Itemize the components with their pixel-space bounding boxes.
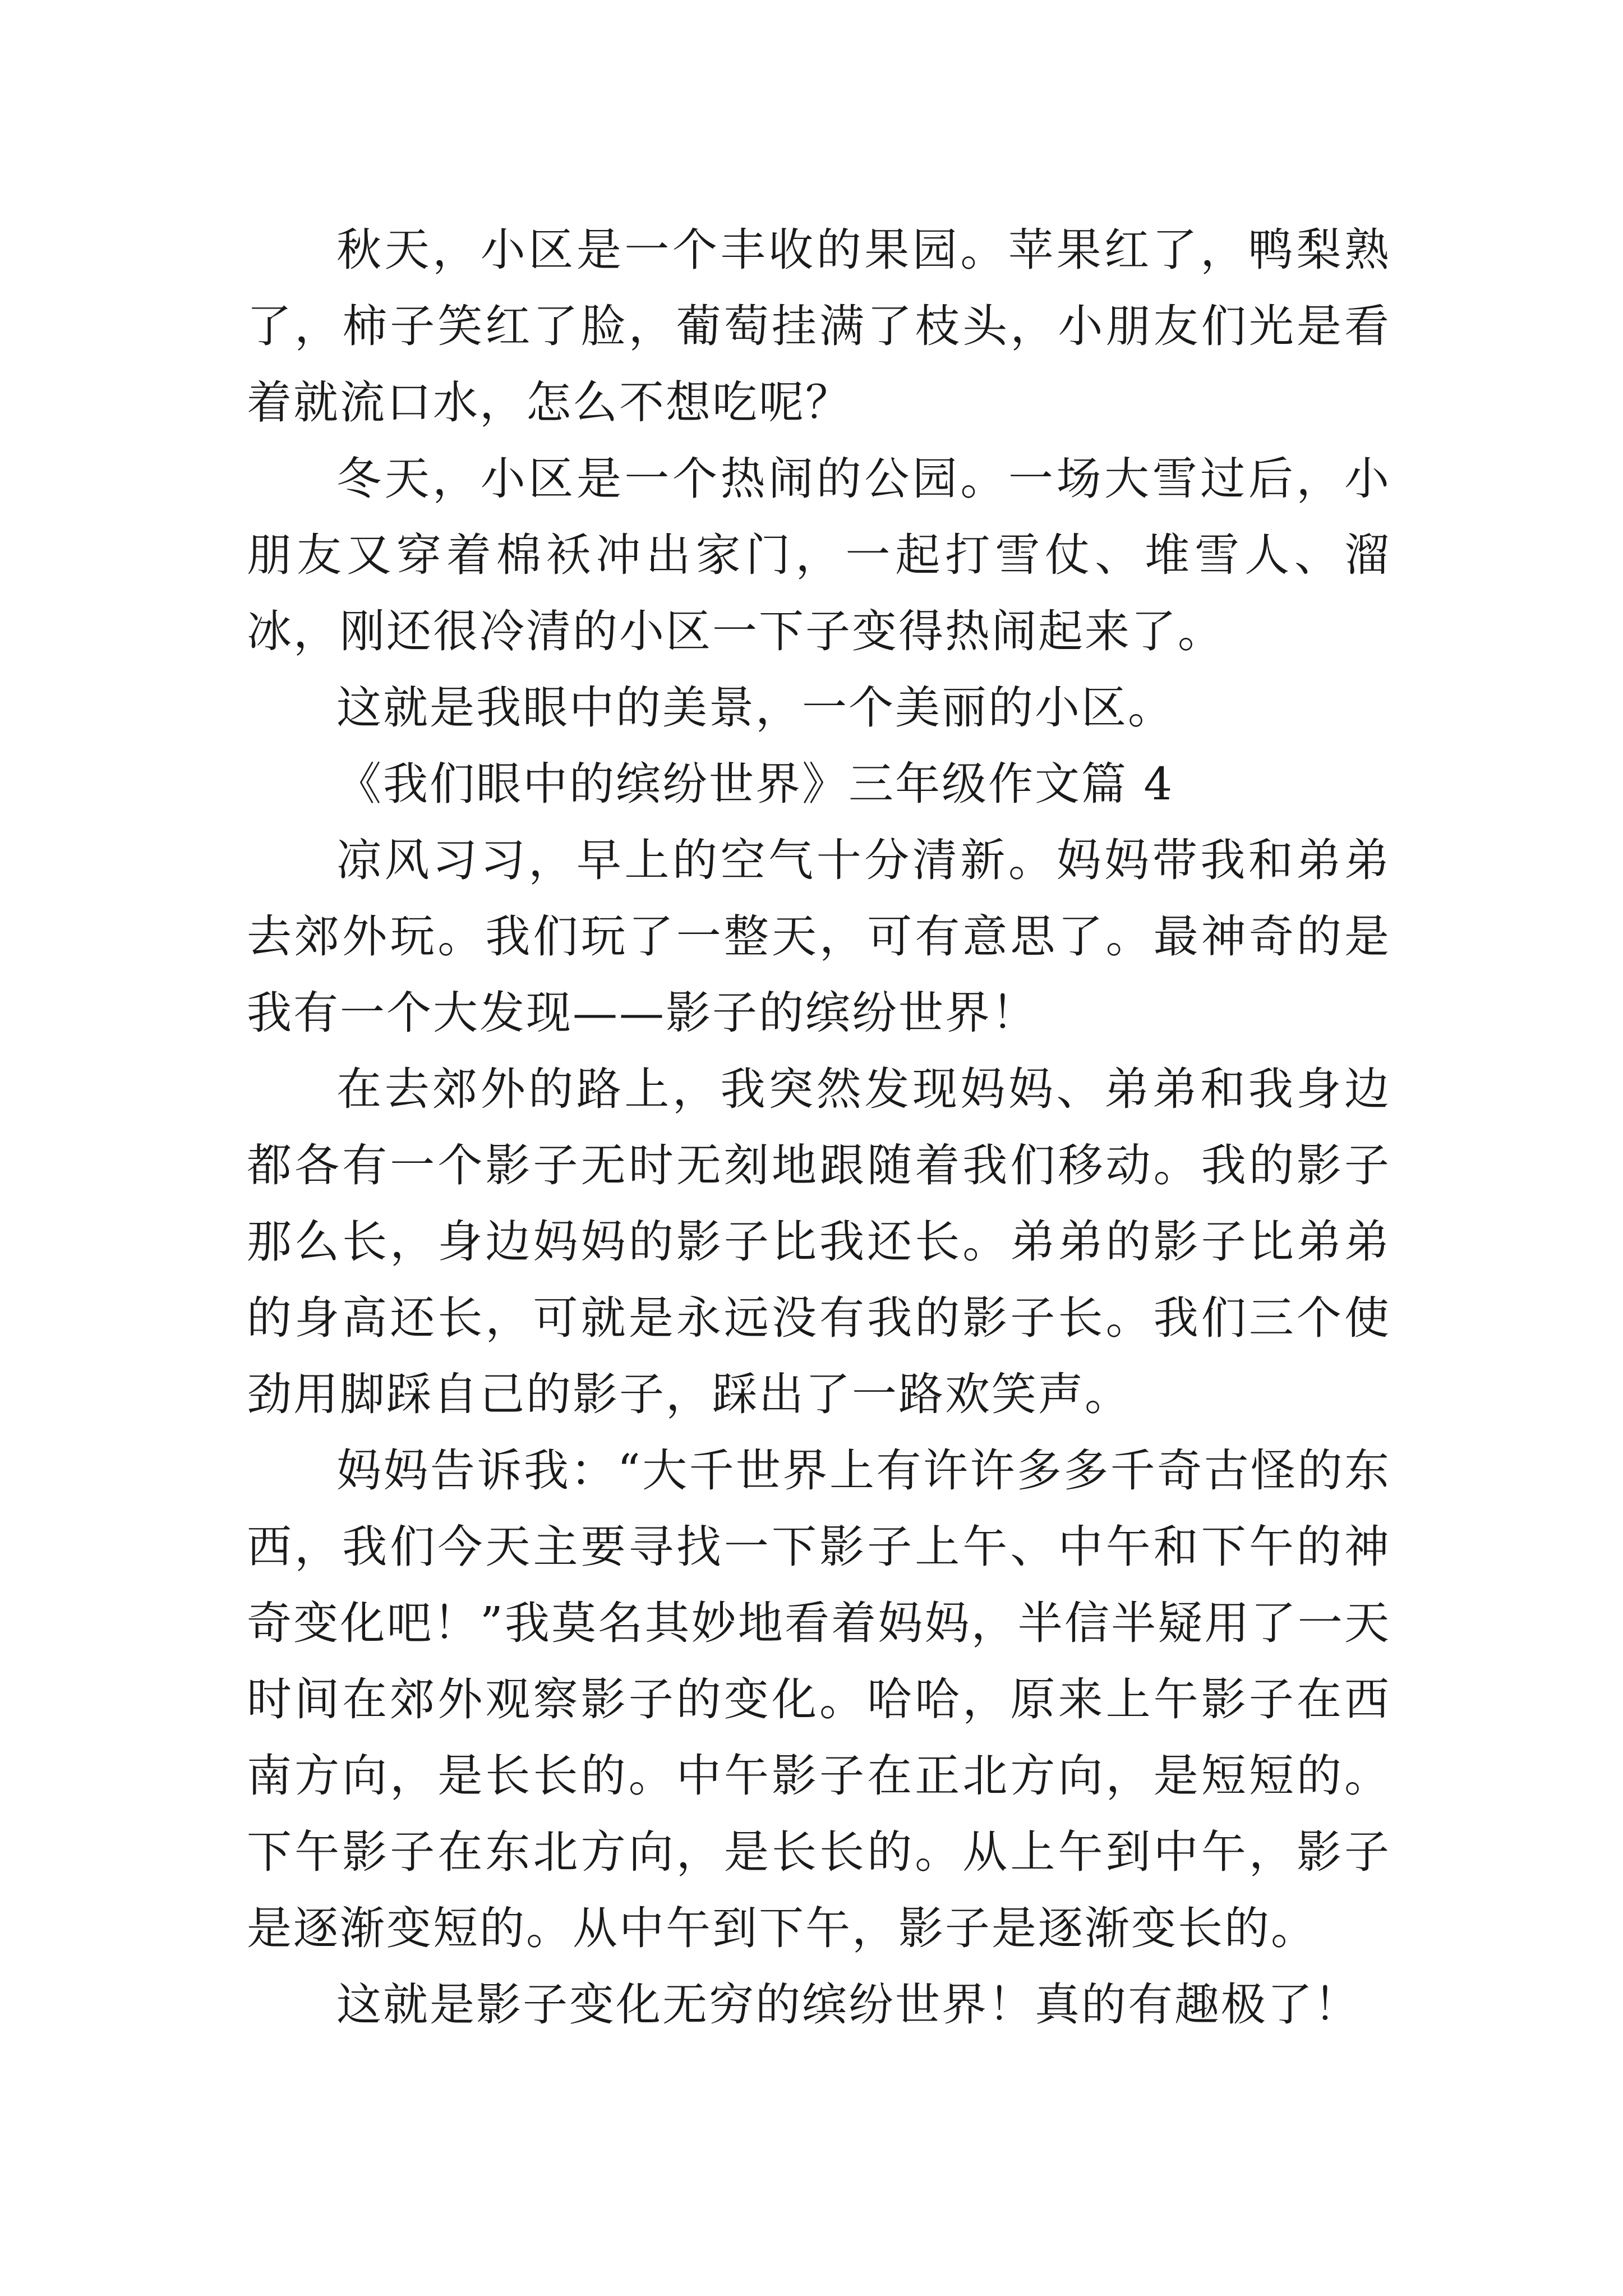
paragraph-discovery: 凉风习习，早上的空气十分清新。妈妈带我和弟弟去郊外玩。我们玩了一整天，可有意思了。最神奇的是我有一个大发现——影子的缤纷世界！ <box>247 834 1391 1039</box>
paragraph-shadows: 在去郊外的路上，我突然发现妈妈、弟弟和我身边都各有一个影子无时无刻地跟随着我们移动。我的影子那么长，身边妈妈的影子比我还长。弟弟的影子比弟弟的身高还长，可就是永远没有我的影子长。我们三个使劲用脚踩自己的影子，踩出了一路欢笑声。 <box>247 1063 1391 1420</box>
essay-title: 《我们眼中的缤纷世界》三年级作文篇 4 <box>336 758 1174 810</box>
paragraph-summary: 这就是我眼中的美景，一个美丽的小区。 <box>336 682 1174 734</box>
paragraph-mother: 妈妈告诉我：“大千世界上有许许多多千奇古怪的东西，我们今天主要寻找一下影子上午、中午和下午的神奇变化吧！”我莫名其妙地看着妈妈，半信半疑用了一天时间在郊外观察影子的变化。哈哈，原来上午影子在西南方向，是长长的。中午影子在正北方向，是短短的。下午影子在东北方向，是长长的。从上午到中午，影子是逐渐变短的。从中午到下午，影子是逐渐变长的。 <box>247 1444 1391 1954</box>
paragraph-winter: 冬天，小区是一个热闹的公园。一场大雪过后，小朋友又穿着棉袄冲出家门，一起打雪仗、堆雪人、溜冰，刚还很冷清的小区一下子变得热闹起来了。 <box>247 453 1391 657</box>
document-body <box>247 212 1391 2043</box>
paragraph-conclusion: 这就是影子变化无穷的缤纷世界！真的有趣极了！ <box>336 1978 1361 2031</box>
paragraph-autumn: 秋天，小区是一个丰收的果园。苹果红了，鸭梨熟了，柿子笑红了脸，葡萄挂满了枝头，小朋友们光是看着就流口水，怎么不想吃呢？ <box>247 224 1391 429</box>
